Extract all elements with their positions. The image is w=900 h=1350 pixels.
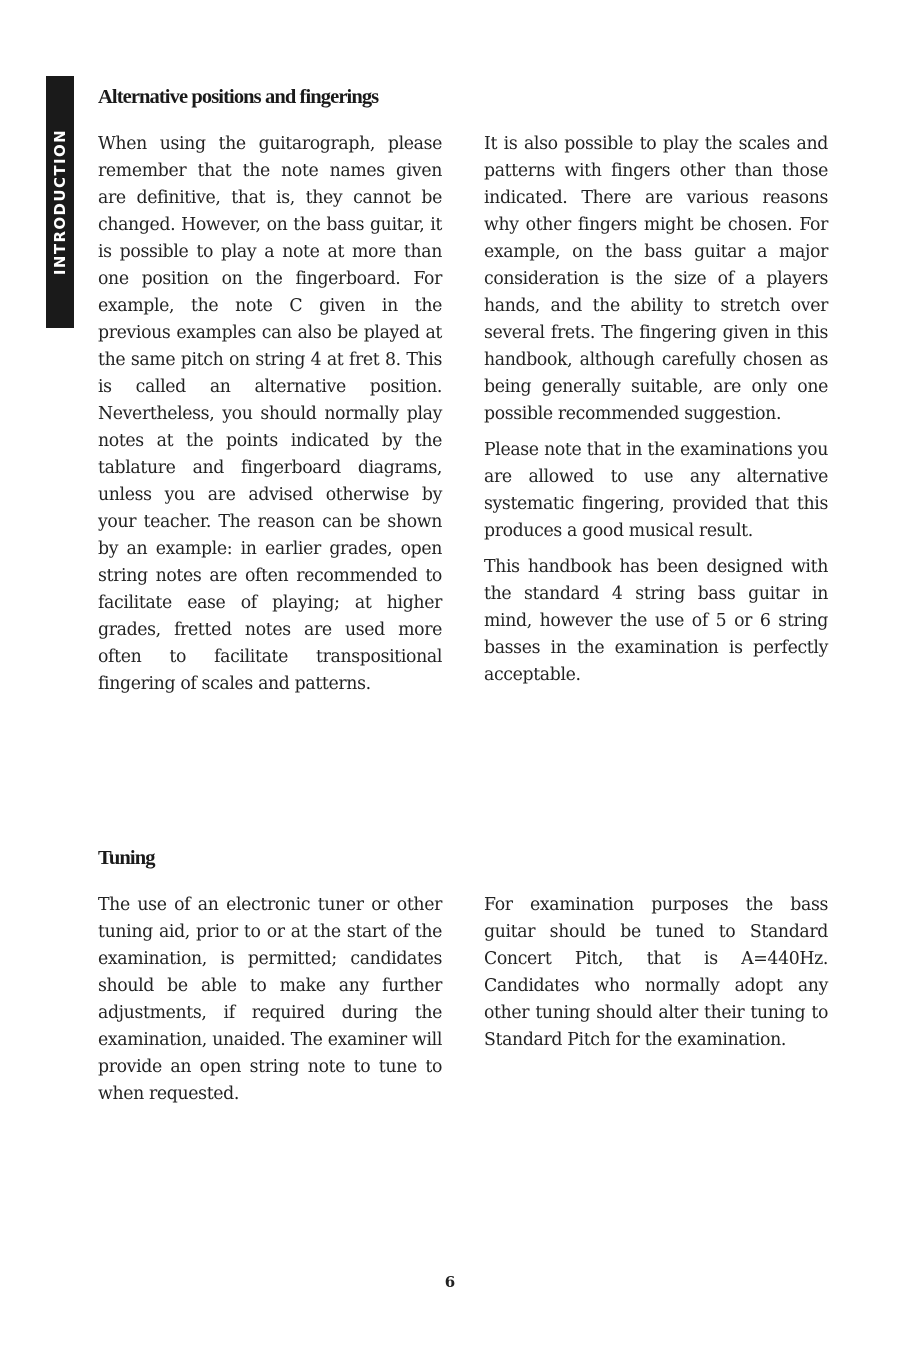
alternative-right-column [484,131,828,698]
side-tab-label: INTRODUCTION [51,128,69,276]
page-number: 6 [444,1273,456,1291]
tuning-right-paragraph-1: For examination purposes the bass guitar should be tuned to Standard Concert Pitch, that is A=440Hz. Candidates who normally adopt any other tuning should alter their tuning to Standard Pitch for the examination. [484,895,828,1050]
tuning-left-paragraph-1: The use of an electronic tuner or other tuning aid, prior to or at the start of the examination, is permitted; candidates should be able to make any further adjustments, if required during the examination, unaided. The examiner will provide an open string note to tune to when requested. [98,895,442,1104]
alternative-left-column [98,131,442,707]
tuning-heading: Tuning [98,847,155,869]
section-side-tab [46,76,74,328]
alternative-left-paragraph-1: When using the guitarograph, please remember that the note names given are definitive, that is, they cannot be changed. However, on the bass guitar, it is possible to play a note at more than one position on the fingerboard. For example, the note C given in the previous examples can also be played at the same pitch on string 4 at fret 8. This is called an alternative position. Nevertheless, you should normally play notes at the points indicated by the tablature and fingerboard diagrams, unless you are advised otherwise by your teacher. The reason can be shown by an example: in earlier grades, open string notes are often recommended to facilitate ease of playing; at higher grades, fretted notes are used more often to facilitate transpositional fingering of scales and patterns. [98,134,442,694]
tuning-right-column [484,892,828,1063]
tuning-left-column [98,892,442,1117]
alternative-right-paragraph-1: It is also possible to play the scales and patterns with fingers other than those indicated. There are various reasons why other fingers might be chosen. For example, on the bass guitar a major consideration is the size of a players hands, and the ability to stretch over several frets. The fingering given in this handbook, although carefully chosen as being generally suitable, are only one possible recommended suggestion. [484,134,828,424]
alternative-right-paragraph-2: Please note that in the examinations you are allowed to use any alternative systematic fingering, provided that this produces a good musical result. [484,440,828,541]
alternative-positions-heading: Alternative positions and fingerings [98,86,379,108]
alternative-right-paragraph-3: This handbook has been designed with the standard 4 string bass guitar in mind, however the use of 5 or 6 string basses in the examination is perfectly acceptable. [484,557,828,685]
